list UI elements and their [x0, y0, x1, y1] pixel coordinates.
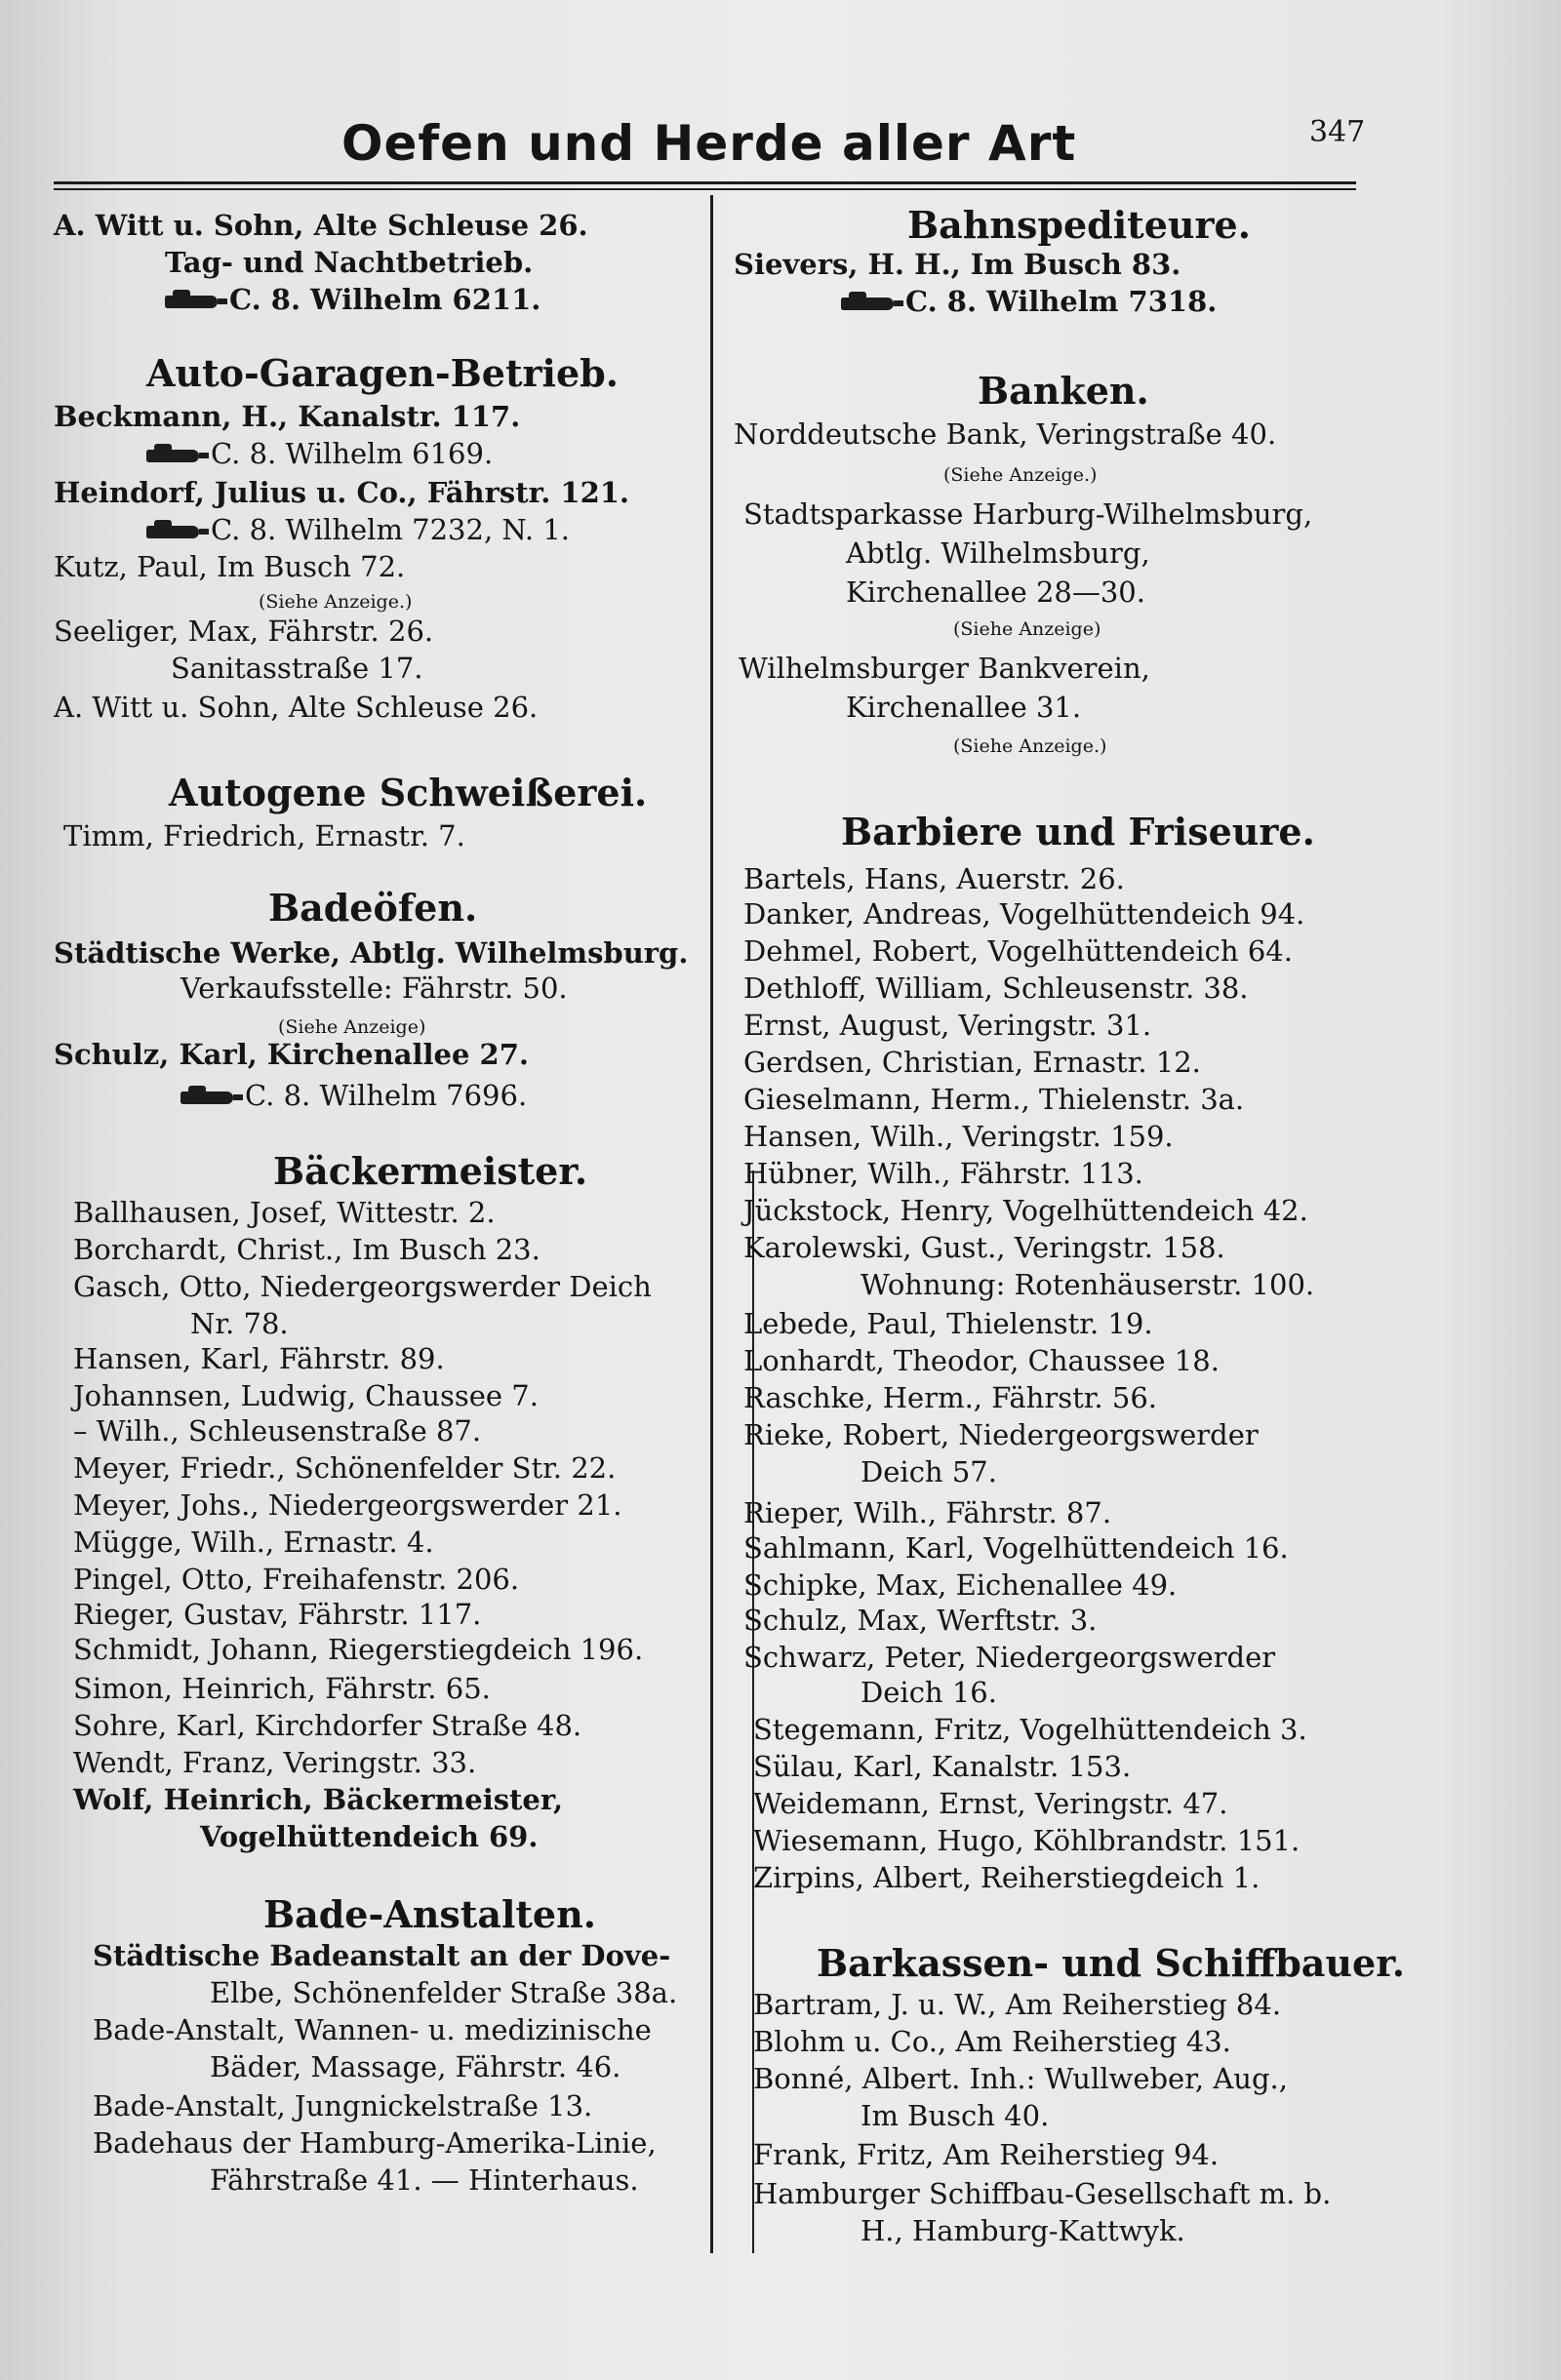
entry-text: Stadtsparkasse Harburg-Wilhelmsburg,: [743, 497, 1313, 531]
telephone-hand-icon: [841, 298, 894, 310]
entry-text: – Wilh., Schleusenstraße 87.: [73, 1414, 482, 1448]
directory-entry: [743, 1046, 1201, 1079]
entry-text: Rieger, Gustav, Fährstr. 117.: [73, 1598, 482, 1631]
entry-text: Barbiere und Friseure.: [841, 810, 1315, 853]
section-heading: [841, 810, 1315, 853]
entry-text: Karolewski, Gust., Veringstr. 158.: [743, 1231, 1225, 1264]
entry-text: Zirpins, Albert, Reiherstiegdeich 1.: [753, 1861, 1261, 1894]
entry-text: Ballhausen, Josef, Wittestr. 2.: [73, 1196, 496, 1229]
entry-text: Blohm u. Co., Am Reiherstieg 43.: [753, 2025, 1231, 2058]
entry-text: Dethloff, William, Schleusenstr. 38.: [743, 972, 1249, 1005]
directory-entry: [73, 1526, 434, 1559]
entry-text: Im Busch 40.: [861, 2099, 1050, 2132]
directory-entry: [73, 1342, 445, 1375]
directory-entry: [165, 246, 533, 279]
directory-entry: [54, 615, 433, 648]
entry-text: C. 8. Wilhelm 6169.: [211, 437, 494, 470]
entry-text: Bahnspediteure.: [907, 203, 1251, 247]
directory-entry: [739, 652, 1150, 685]
directory-entry: [743, 1009, 1151, 1042]
page-title: Oefen und Herde aller Art: [341, 115, 1077, 172]
entry-text: (Siehe Anzeige): [278, 1016, 426, 1038]
section-heading: [268, 886, 478, 930]
directory-entry: [753, 1861, 1260, 1894]
directory-entry: [753, 1713, 1307, 1746]
directory-entry: [210, 1976, 677, 2009]
entry-text: Sanitasstraße 17.: [171, 652, 423, 685]
entry-text: Pingel, Otto, Freihafenstr. 206.: [73, 1563, 520, 1596]
directory-entry: [861, 1455, 997, 1488]
entry-text: Badehaus der Hamburg-Amerika-Linie,: [93, 2126, 657, 2160]
directory-entry: [743, 1381, 1157, 1414]
entry-text: (Siehe Anzeige.): [953, 735, 1107, 757]
entry-text: (Siehe Anzeige): [953, 618, 1101, 640]
directory-entry: [861, 1676, 997, 1709]
directory-entry: [753, 2062, 1288, 2095]
directory-entry: [73, 1709, 581, 1742]
directory-entry: [73, 1451, 616, 1485]
entry-text: Sülau, Karl, Kanalstr. 153.: [753, 1750, 1132, 1783]
entry-text: Bäder, Massage, Fährstr. 46.: [210, 2050, 621, 2083]
directory-entry: [259, 585, 412, 618]
directory-entry: [743, 862, 1125, 895]
entry-text: Hansen, Wilh., Veringstr. 159.: [743, 1120, 1174, 1153]
directory-entry: [841, 285, 1217, 318]
directory-entry: [753, 1787, 1227, 1820]
section-heading: [263, 1892, 596, 1936]
directory-entry: [846, 575, 1145, 609]
telephone-hand-icon: [146, 526, 199, 538]
entry-text: Weidemann, Ernst, Veringstr. 47.: [753, 1787, 1228, 1820]
directory-entry: [753, 1750, 1131, 1783]
directory-entry: [93, 1939, 670, 1972]
directory-entry: [743, 1568, 1177, 1602]
directory-entry: [93, 2089, 592, 2122]
directory-entry: [734, 417, 1276, 451]
directory-entry: [743, 1344, 1220, 1377]
entry-text: Timm, Friedrich, Ernastr. 7.: [63, 819, 465, 853]
entry-text: Johannsen, Ludwig, Chaussee 7.: [73, 1379, 539, 1412]
entry-text: Bäckermeister.: [273, 1149, 588, 1193]
entry-text: Borchardt, Christ., Im Busch 23.: [73, 1233, 540, 1266]
section-heading: [169, 771, 648, 814]
entry-text: Bade-Anstalt, Jungnickelstraße 13.: [93, 2089, 593, 2122]
directory-entry: [743, 972, 1249, 1005]
directory-entry: [73, 1379, 539, 1412]
directory-entry: [743, 1307, 1153, 1340]
column-divider: [710, 195, 713, 2253]
directory-entry: [753, 2025, 1231, 2058]
directory-entry: [93, 2126, 657, 2160]
entry-text: Kutz, Paul, Im Busch 72.: [54, 550, 406, 583]
entry-text: Lebede, Paul, Thielenstr. 19.: [743, 1307, 1153, 1340]
directory-entry: [54, 1038, 529, 1071]
entry-text: Schwarz, Peter, Niedergeorgswerder: [743, 1641, 1276, 1674]
entry-text: Deich 16.: [861, 1676, 997, 1709]
directory-entry: [54, 209, 588, 242]
directory-entry: [753, 2177, 1331, 2210]
entry-text: (Siehe Anzeige.): [259, 591, 413, 613]
entry-text: C. 8. Wilhelm 7696.: [245, 1079, 528, 1112]
entry-text: Autogene Schweißerei.: [169, 771, 648, 814]
directory-entry: [73, 1270, 652, 1303]
entry-text: Lonhardt, Theodor, Chaussee 18.: [743, 1344, 1220, 1377]
entry-text: Vogelhüttendeich 69.: [200, 1820, 539, 1853]
directory-entry: [861, 1268, 1314, 1301]
directory-entry: [73, 1672, 491, 1705]
entry-text: C. 8. Wilhelm 6211.: [229, 283, 541, 316]
entry-text: Frank, Fritz, Am Reiherstieg 94.: [753, 2138, 1220, 2171]
directory-entry: [743, 1120, 1174, 1153]
entry-text: Hamburger Schiffbau-Gesellschaft m. b.: [753, 2177, 1332, 2210]
directory-entry: [73, 1488, 621, 1522]
entry-text: H., Hamburg-Kattwyk.: [861, 2214, 1185, 2247]
directory-entry: [743, 1604, 1097, 1637]
directory-entry: [146, 437, 493, 470]
directory-entry: [753, 1988, 1281, 2021]
entry-text: Heindorf, Julius u. Co., Fährstr. 121.: [54, 476, 630, 509]
directory-entry: [54, 476, 629, 509]
entry-text: Meyer, Johs., Niedergeorgswerder 21.: [73, 1488, 622, 1522]
telephone-hand-icon: [146, 450, 199, 462]
directory-entry: [180, 972, 568, 1005]
entry-text: Rieke, Robert, Niedergeorgswerder: [743, 1418, 1259, 1451]
directory-entry: [743, 1418, 1259, 1451]
directory-entry: [743, 1641, 1275, 1674]
entry-text: Stegemann, Fritz, Vogelhüttendeich 3.: [753, 1713, 1307, 1746]
directory-entry: [73, 1196, 496, 1229]
section-heading: [817, 1941, 1405, 1985]
directory-entry: [165, 283, 540, 316]
entry-text: Schulz, Max, Werftstr. 3.: [743, 1604, 1098, 1637]
directory-entry: [200, 1820, 538, 1853]
entry-text: A. Witt u. Sohn, Alte Schleuse 26.: [54, 691, 539, 724]
directory-entry: [734, 248, 1181, 281]
entry-text: Simon, Heinrich, Fährstr. 65.: [73, 1672, 491, 1705]
entry-text: Städtische Werke, Abtlg. Wilhelmsburg.: [54, 936, 689, 970]
entry-text: Tag- und Nachtbetrieb.: [165, 246, 534, 279]
entry-text: Verkaufsstelle: Fährstr. 50.: [180, 972, 568, 1005]
entry-text: Schulz, Karl, Kirchenallee 27.: [54, 1038, 529, 1071]
entry-text: Sohre, Karl, Kirchdorfer Straße 48.: [73, 1709, 582, 1742]
directory-entry: [210, 2050, 620, 2083]
directory-entry: [861, 2214, 1185, 2247]
entry-text: Gasch, Otto, Niedergeorgswerder Deich: [73, 1270, 652, 1303]
directory-entry: [743, 934, 1293, 968]
entry-text: Wendt, Franz, Veringstr. 33.: [73, 1746, 477, 1779]
directory-entry: [171, 652, 423, 685]
directory-entry: [73, 1633, 643, 1666]
directory-entry: [54, 550, 405, 583]
entry-text: Banken.: [978, 369, 1149, 413]
entry-text: A. Witt u. Sohn, Alte Schleuse 26.: [54, 209, 588, 242]
entry-text: Raschke, Herm., Fährstr. 56.: [743, 1381, 1157, 1414]
directory-entry: [73, 1563, 519, 1596]
directory-entry: [743, 1531, 1289, 1565]
directory-entry: [190, 1307, 289, 1340]
entry-text: Schmidt, Johann, Riegerstiegdeich 196.: [73, 1633, 644, 1666]
entry-text: Jückstock, Henry, Vogelhüttendeich 42.: [743, 1194, 1308, 1227]
entry-text: Seeliger, Max, Fährstr. 26.: [54, 615, 434, 648]
directory-entry: [73, 1598, 481, 1631]
directory-entry: [743, 1194, 1308, 1227]
entry-text: Nr. 78.: [190, 1307, 289, 1340]
entry-text: (Siehe Anzeige.): [943, 464, 1098, 486]
entry-text: Wilhelmsburger Bankverein,: [739, 652, 1150, 685]
directory-entry: [953, 730, 1106, 763]
entry-text: Kirchenallee 28—30.: [846, 575, 1145, 609]
entry-text: C. 8. Wilhelm 7318.: [905, 285, 1218, 318]
entry-text: Beckmann, H., Kanalstr. 117.: [54, 400, 521, 433]
entry-text: Hansen, Karl, Fährstr. 89.: [73, 1342, 445, 1375]
directory-entry: [73, 1414, 481, 1448]
header-rule: [54, 181, 1356, 184]
directory-entry: [953, 613, 1101, 646]
directory-entry: [743, 1157, 1143, 1190]
directory-entry: [73, 1233, 540, 1266]
entry-text: Bade-Anstalten.: [263, 1892, 596, 1936]
entry-text: Gieselmann, Herm., Thielenstr. 3a.: [743, 1083, 1245, 1116]
directory-entry: [743, 497, 1312, 531]
entry-text: Sievers, H. H., Im Busch 83.: [734, 248, 1181, 281]
entry-text: Bartels, Hans, Auerstr. 26.: [743, 862, 1125, 895]
entry-text: Sahlmann, Karl, Vogelhüttendeich 16.: [743, 1531, 1289, 1565]
entry-text: Elbe, Schönenfelder Straße 38a.: [210, 1976, 678, 2009]
directory-entry: [73, 1783, 563, 1816]
entry-text: Fährstraße 41. — Hinterhaus.: [210, 2163, 639, 2197]
entry-text: Abtlg. Wilhelmsburg,: [846, 536, 1150, 570]
directory-entry: [743, 1231, 1225, 1264]
directory-entry: [54, 400, 520, 433]
entry-text: Meyer, Friedr., Schönenfelder Str. 22.: [73, 1451, 617, 1485]
directory-entry: [861, 2099, 1049, 2132]
directory-entry: [846, 691, 1081, 724]
page-number: 347: [1309, 115, 1366, 149]
directory-entry: [146, 513, 570, 546]
entry-text: Norddeutsche Bank, Veringstraße 40.: [734, 417, 1277, 451]
entry-text: Städtische Badeanstalt an der Dove-: [93, 1939, 671, 1972]
directory-entry: [943, 458, 1097, 492]
directory-entry: [743, 1083, 1244, 1116]
entry-text: Hübner, Wilh., Fährstr. 113.: [743, 1157, 1143, 1190]
entry-text: Bartram, J. u. W., Am Reiherstieg 84.: [753, 1988, 1282, 2021]
entry-text: Wiesemann, Hugo, Köhlbrandstr. 151.: [753, 1824, 1301, 1857]
directory-entry: [54, 691, 538, 724]
directory-entry: [743, 897, 1304, 931]
directory-entry: [210, 2163, 639, 2197]
entry-text: Badeöfen.: [268, 886, 478, 930]
section-heading: [146, 351, 619, 395]
section-heading: [978, 369, 1149, 413]
entry-text: C. 8. Wilhelm 7232, N. 1.: [211, 513, 571, 546]
entry-text: Ernst, August, Veringstr. 31.: [743, 1009, 1152, 1042]
entry-text: Auto-Garagen-Betrieb.: [146, 351, 619, 395]
directory-entry: [753, 1824, 1300, 1857]
directory-entry: [93, 2013, 652, 2046]
directory-entry: [753, 2138, 1219, 2171]
directory-entry: [63, 819, 465, 853]
section-heading: [273, 1149, 588, 1193]
telephone-hand-icon: [180, 1091, 233, 1104]
entry-text: Rieper, Wilh., Fährstr. 87.: [743, 1496, 1112, 1529]
entry-text: Dehmel, Robert, Vogelhüttendeich 64.: [743, 934, 1293, 968]
directory-entry: [743, 1496, 1111, 1529]
telephone-hand-icon: [165, 296, 218, 308]
entry-text: Kirchenallee 31.: [846, 691, 1082, 724]
entry-text: Wohnung: Rotenhäuserstr. 100.: [861, 1268, 1315, 1301]
header-rule-thin: [54, 188, 1356, 190]
section-heading: [907, 203, 1251, 247]
entry-text: Gerdsen, Christian, Ernastr. 12.: [743, 1046, 1201, 1079]
directory-entry: [846, 536, 1150, 570]
entry-text: Barkassen- und Schiffbauer.: [817, 1941, 1405, 1985]
entry-text: Danker, Andreas, Vogelhüttendeich 94.: [743, 897, 1305, 931]
entry-text: Mügge, Wilh., Ernastr. 4.: [73, 1526, 434, 1559]
entry-text: Deich 57.: [861, 1455, 997, 1488]
directory-entry: [54, 936, 688, 970]
entry-text: Schipke, Max, Eichenallee 49.: [743, 1568, 1178, 1602]
directory-entry: [73, 1746, 476, 1779]
entry-text: Wolf, Heinrich, Bäckermeister,: [73, 1783, 564, 1816]
directory-entry: [180, 1079, 527, 1112]
entry-text: Bonné, Albert. Inh.: Wullweber, Aug.,: [753, 2062, 1288, 2095]
entry-text: Bade-Anstalt, Wannen- u. medizinische: [93, 2013, 652, 2046]
